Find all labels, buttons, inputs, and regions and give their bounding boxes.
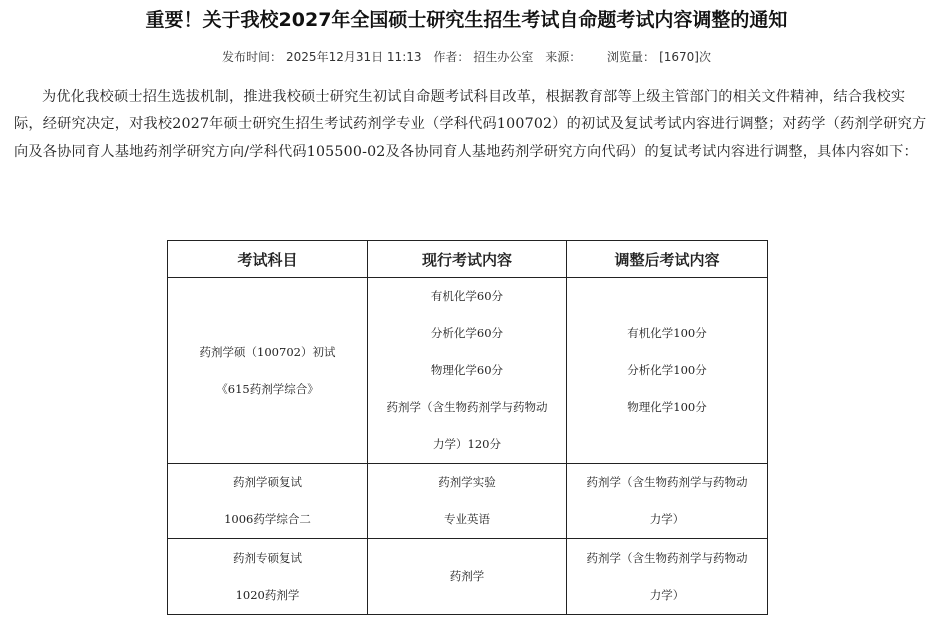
cell-line: 《615药剂学综合》 — [216, 381, 319, 396]
cell-line: 物理化学60分 — [430, 363, 504, 377]
exam-content-table — [167, 240, 768, 615]
cell-line: 有机化学60分 — [430, 289, 504, 303]
cell-line: 药剂学实验 — [438, 475, 496, 489]
cell-line: 药剂学 — [449, 569, 485, 583]
views-count: [1670]次 — [659, 50, 711, 64]
publish-time: 2025年12月31日 11:13 — [286, 50, 422, 64]
cell-line: 力学）120分 — [433, 437, 501, 451]
cell-line: 药剂学（含生物药剂学与药物动 — [386, 400, 548, 414]
cell-line: 力学） — [649, 587, 685, 602]
cell-line: 分析化学60分 — [430, 326, 504, 340]
adjusted-cell — [567, 278, 768, 464]
subject-cell — [168, 539, 368, 615]
subject-cell — [168, 464, 368, 539]
article-paragraph: 为优化我校硕士招生选拔机制，推进我校硕士研究生初试自命题考试科目改革，根据教育部等上级主管部门的相关文件精神，结合我校实际，经研究决定，对我校2027年硕士研究生招生考试药剂学专业（学科代码100702）的初试及复试考试内容进行调整；对药学（药剂学研究方向及各协同育人基地药剂学研究方向/学科代码105500-02及各协同育人基地药剂学研究方向代码）的复试考试内容进行调整，具体内容如下： — [14, 89, 927, 160]
cell-line: 药剂学硕复试 — [233, 475, 302, 489]
views-label: 浏览量： — [607, 50, 656, 64]
source-label: 来源： — [545, 50, 582, 64]
author: 招生办公室 — [473, 50, 534, 64]
header-adjusted: 调整后考试内容 — [567, 241, 768, 278]
table-header-row — [168, 241, 768, 278]
table-row — [168, 464, 768, 539]
header-current: 现行考试内容 — [368, 241, 567, 278]
cell-line: 药剂学（含生物药剂学与药物动 — [586, 550, 748, 565]
article-meta — [0, 48, 933, 65]
header-subject: 考试科目 — [168, 241, 368, 278]
cell-line: 1006药学综合二 — [224, 512, 311, 526]
cell-line: 药剂学硕（100702）初试 — [199, 344, 336, 359]
table-row — [168, 539, 768, 615]
adjusted-cell — [567, 464, 768, 539]
adjusted-cell — [567, 539, 768, 615]
article-title: 重要！关于我校2027年全国硕士研究生招生考试自命题考试内容调整的通知 — [145, 9, 788, 31]
cell-line: 1020药剂学 — [235, 587, 300, 602]
cell-line: 专业英语 — [444, 512, 490, 526]
cell-line: 药剂学（含生物药剂学与药物动 — [586, 475, 748, 489]
current-cell — [368, 539, 567, 615]
cell-line: 有机化学100分 — [627, 326, 707, 340]
cell-line: 药剂专硕复试 — [233, 550, 302, 565]
current-cell — [368, 464, 567, 539]
table-row — [168, 278, 768, 464]
publish-time-label: 发布时间： — [222, 50, 283, 64]
subject-cell — [168, 278, 368, 464]
cell-line: 分析化学100分 — [627, 363, 707, 377]
current-cell — [368, 278, 567, 464]
author-label: 作者： — [433, 50, 470, 64]
cell-line: 物理化学100分 — [627, 400, 707, 414]
cell-line: 力学） — [649, 512, 685, 526]
